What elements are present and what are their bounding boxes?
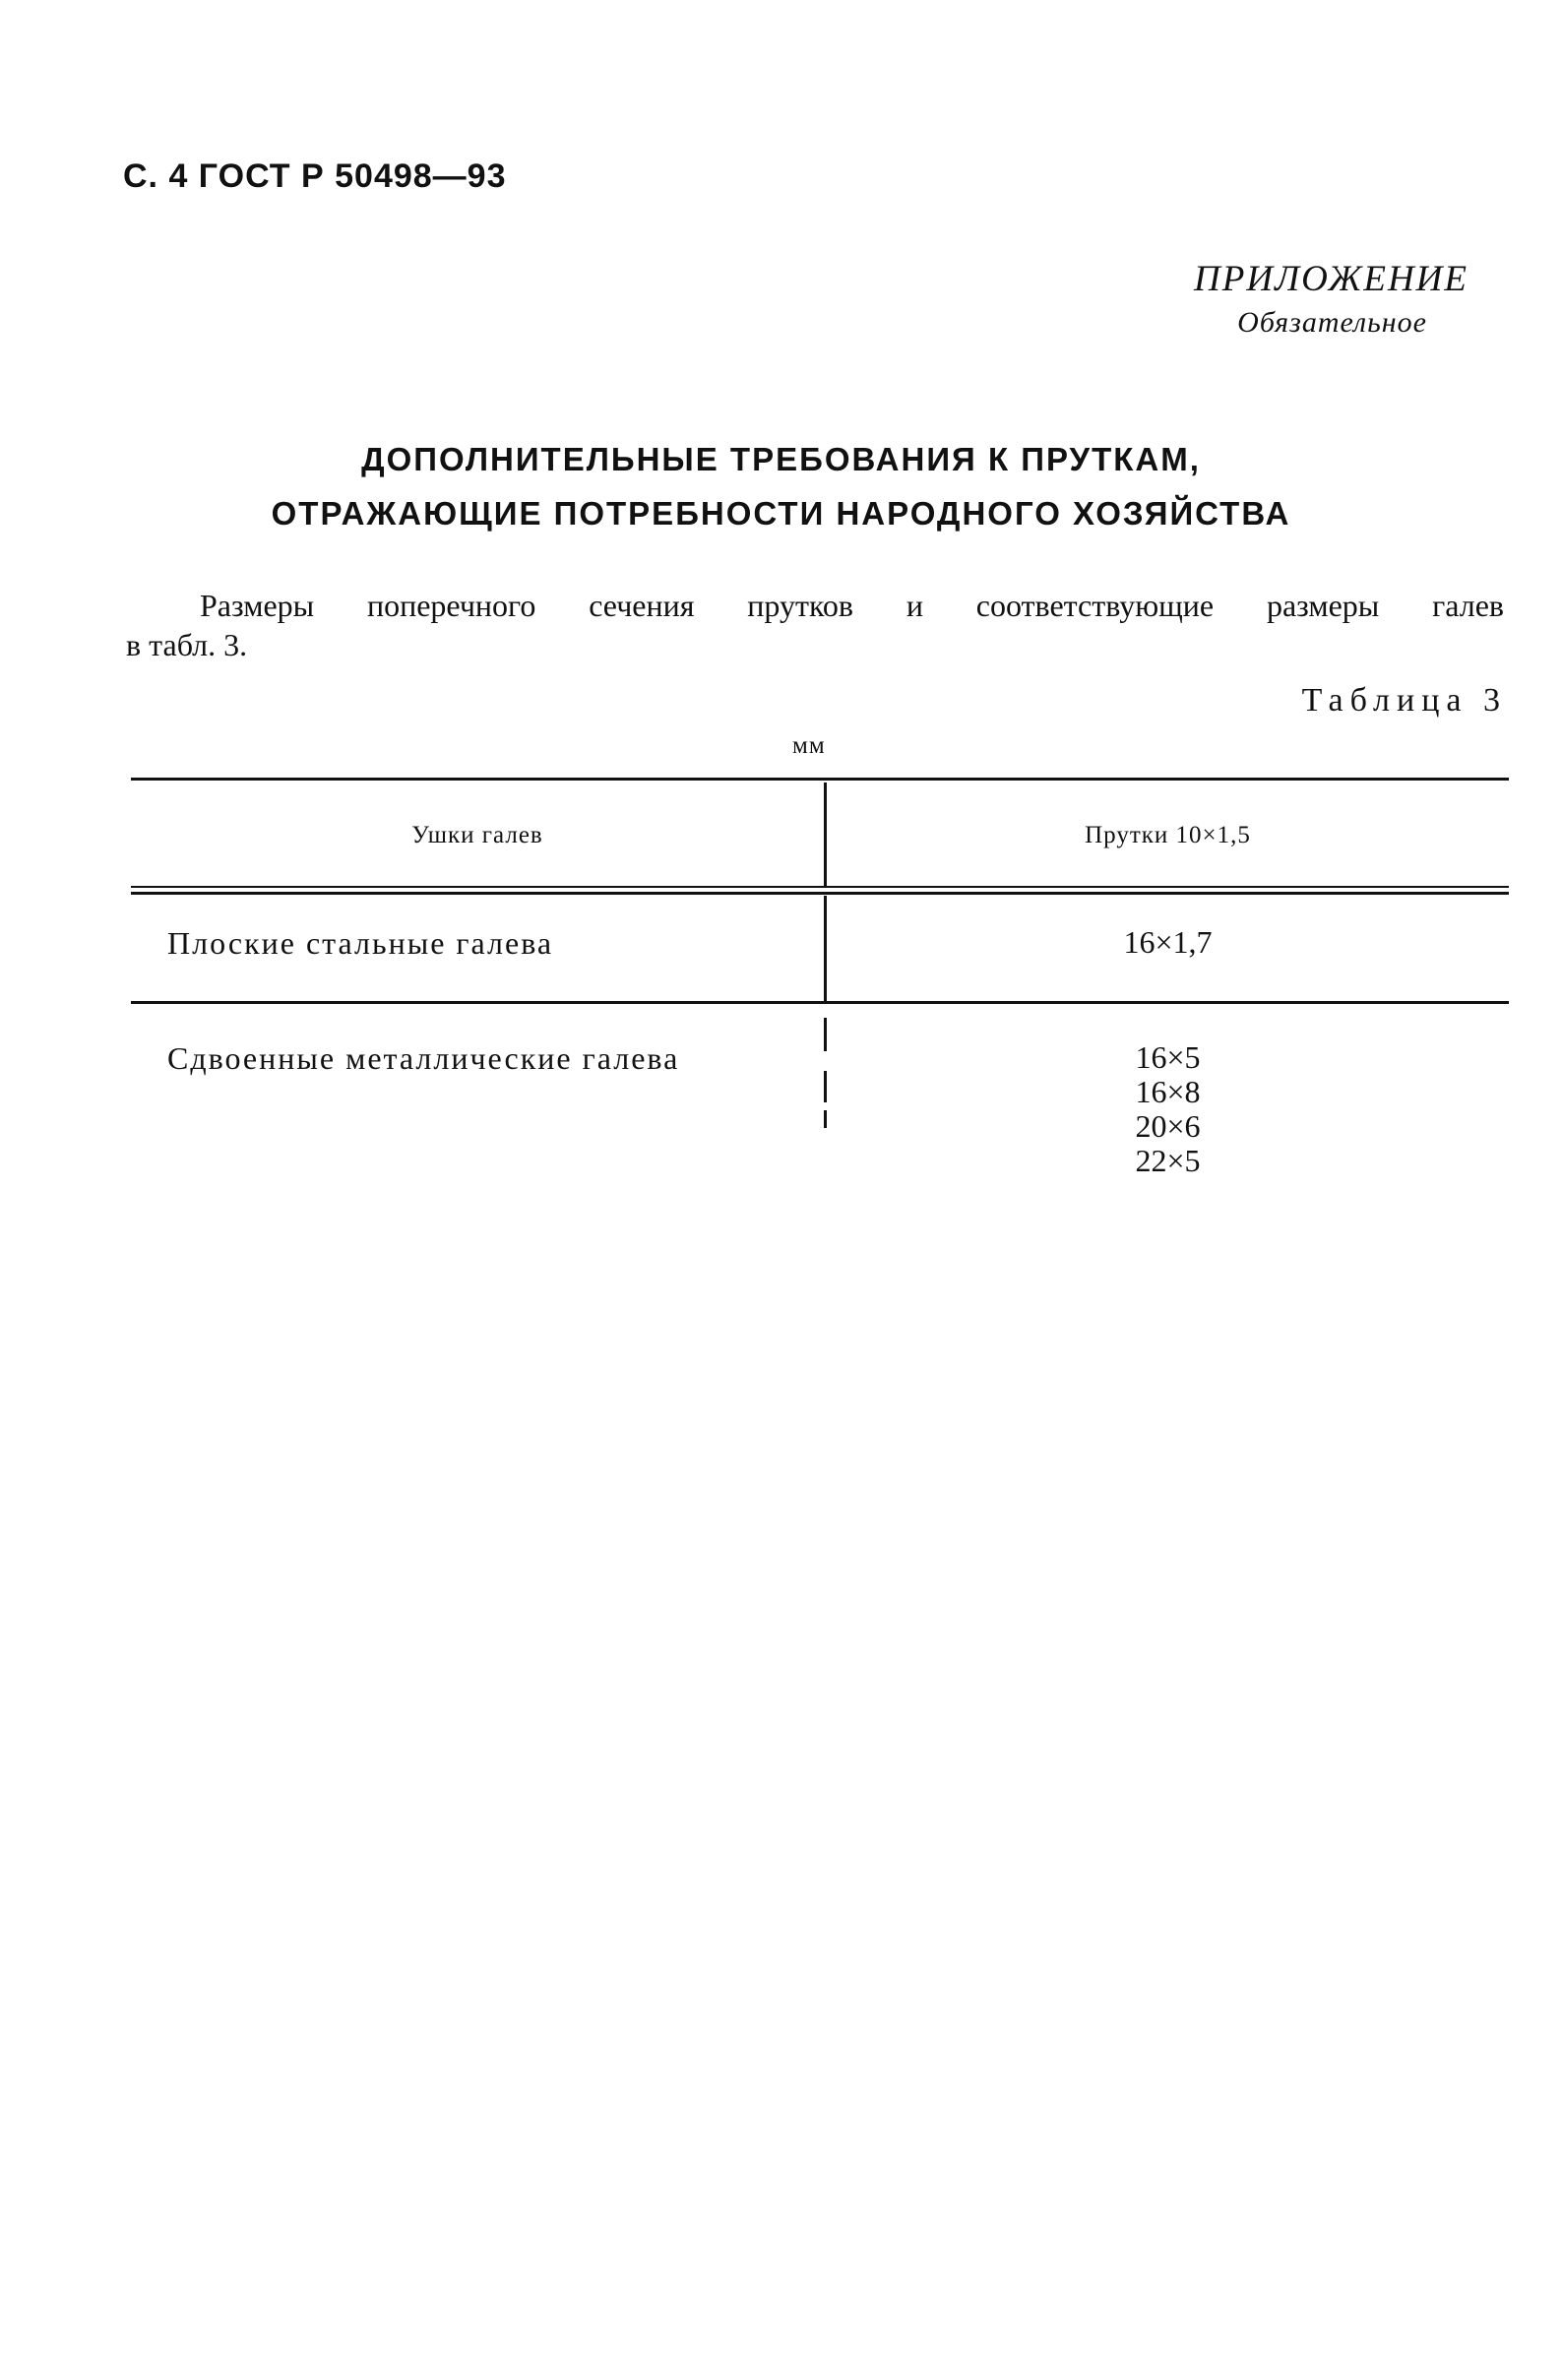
- section-title-line-1: ДОПОЛНИТЕЛЬНЫЕ ТРЕБОВАНИЯ К ПРУТКАМ,: [361, 441, 1201, 477]
- table-row-value: 20×6: [1135, 1108, 1201, 1144]
- table-row-values: [827, 1040, 1509, 1178]
- table-row-rule: [131, 1001, 1509, 1004]
- paragraph-line-2: в табл. 3.: [126, 627, 248, 662]
- table-row-value: 16×1,7: [1123, 924, 1213, 960]
- page-header: С. 4 ГОСТ Р 50498—93: [123, 157, 507, 195]
- appendix-status: Обязательное: [1237, 306, 1427, 339]
- table-row-value: 16×5: [1135, 1039, 1201, 1075]
- table-top-rule: [131, 778, 1509, 781]
- table-header-cell: Ушки галев: [411, 822, 543, 848]
- paragraph-line-1: Размеры поперечного сечения прутков и соответствующие размеры галев: [200, 588, 1504, 623]
- section-title-line-2: ОТРАЖАЮЩИЕ ПОТРЕБНОСТИ НАРОДНОГО ХОЗЯЙСТВА: [271, 495, 1291, 532]
- table-row-value: 16×8: [1135, 1074, 1201, 1109]
- table-header-cell: Прутки 10×1,5: [1085, 822, 1251, 848]
- table-header-rule-double: [131, 892, 1509, 895]
- table-row-value: 22×5: [1135, 1143, 1201, 1178]
- appendix-label: ПРИЛОЖЕНИЕ: [1194, 259, 1468, 299]
- table-header-rule: [131, 886, 1509, 888]
- table-row-label: Плоские стальные галева: [167, 925, 554, 961]
- intro-paragraph: [126, 586, 1504, 664]
- table-row-label: Сдвоенные металлические галева: [167, 1040, 680, 1076]
- table-unit: мм: [792, 732, 826, 759]
- table-caption: Таблица 3: [1301, 682, 1507, 719]
